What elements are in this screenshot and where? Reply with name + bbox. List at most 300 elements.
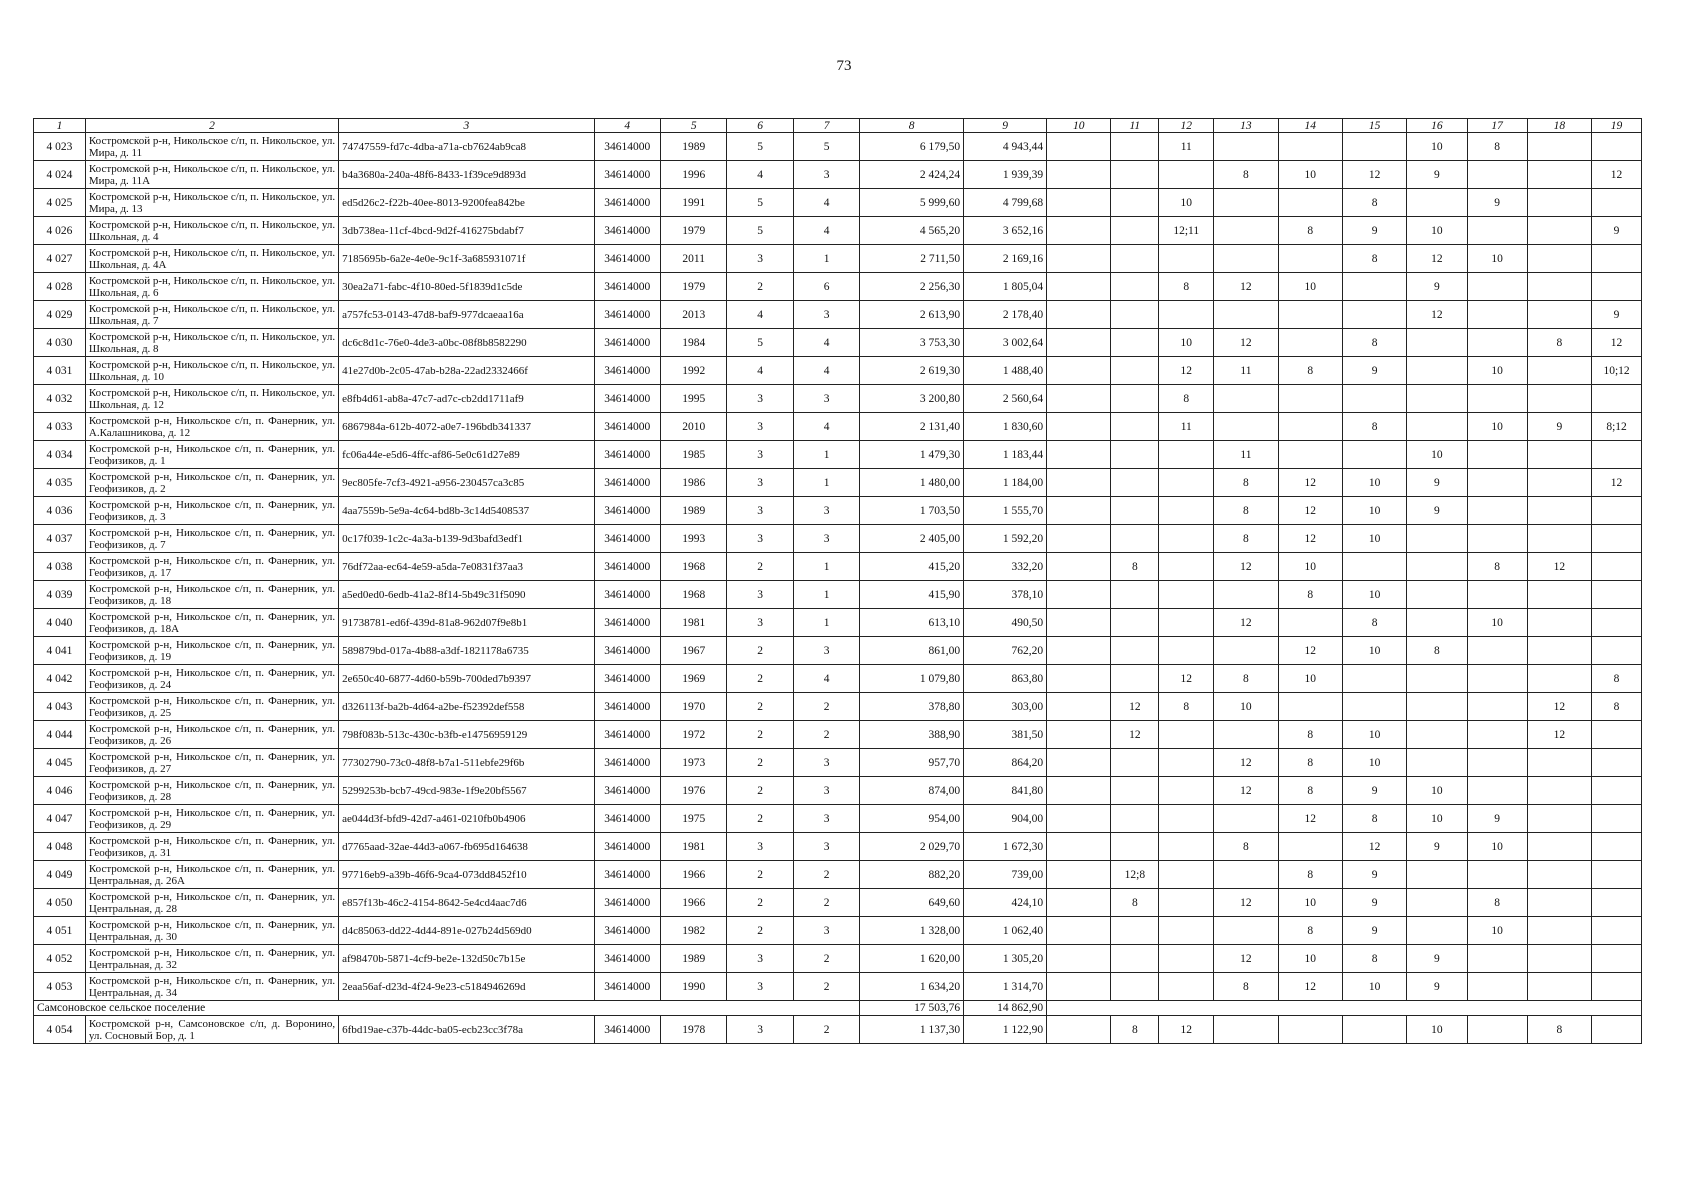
guid-cell: 30ea2a71-fabc-4f10-80ed-5f1839d1c5de	[339, 273, 594, 301]
table-row	[34, 357, 1642, 385]
section-area-total: 17 503,76	[860, 1001, 964, 1016]
area-living-cell: 424,10	[964, 889, 1047, 917]
col10-cell	[1047, 245, 1111, 273]
col10-cell	[1047, 917, 1111, 945]
col12-cell: 8	[1159, 273, 1214, 301]
row-number: 4 041	[34, 637, 86, 665]
col10-cell	[1047, 833, 1111, 861]
col11-cell: 8	[1111, 553, 1159, 581]
col16-cell: 9	[1407, 973, 1467, 1001]
row-number: 4 036	[34, 497, 86, 525]
year-cell: 1966	[660, 889, 726, 917]
table-row	[34, 889, 1642, 917]
floors-cell: 2	[727, 273, 793, 301]
address-cell: Костромской р-н, Никольское с/п, п. Фанерник, ул. Центральная, д. 28	[85, 889, 338, 917]
col18-cell: 12	[1527, 693, 1591, 721]
page-number: 73	[836, 58, 852, 74]
guid-cell: 0c17f039-1c2c-4a3a-b139-9d3bafd3edf1	[339, 525, 594, 553]
area-living-cell: 2 178,40	[964, 301, 1047, 329]
oktmo-cell: 34614000	[594, 1016, 660, 1044]
col19-cell	[1592, 581, 1642, 609]
header-cell: 7	[793, 119, 859, 133]
col12-cell	[1159, 973, 1214, 1001]
year-cell: 1967	[660, 637, 726, 665]
col13-cell	[1214, 385, 1278, 413]
table-row	[34, 833, 1642, 861]
guid-cell: 6fbd19ae-c37b-44dc-ba05-ecb23cc3f78a	[339, 1016, 594, 1044]
area-total-cell: 613,10	[860, 609, 964, 637]
col10-cell	[1047, 805, 1111, 833]
floors-cell: 4	[727, 357, 793, 385]
entrances-cell: 3	[793, 301, 859, 329]
col11-cell	[1111, 301, 1159, 329]
col15-cell	[1342, 1016, 1406, 1044]
guid-cell: 6867984a-612b-4072-a0e7-196bdb341337	[339, 413, 594, 441]
year-cell: 1975	[660, 805, 726, 833]
entrances-cell: 4	[793, 413, 859, 441]
guid-cell: d4c85063-dd22-4d44-891e-027b24d569d0	[339, 917, 594, 945]
col10-cell	[1047, 973, 1111, 1001]
col18-cell	[1527, 609, 1591, 637]
col16-cell	[1407, 693, 1467, 721]
col15-cell: 10	[1342, 973, 1406, 1001]
table-row	[34, 805, 1642, 833]
col16-cell	[1407, 889, 1467, 917]
guid-cell: d326113f-ba2b-4d64-a2be-f52392def558	[339, 693, 594, 721]
table-row	[34, 749, 1642, 777]
oktmo-cell: 34614000	[594, 749, 660, 777]
table-row	[34, 945, 1642, 973]
year-cell: 1990	[660, 973, 726, 1001]
entrances-cell: 3	[793, 777, 859, 805]
col19-cell	[1592, 497, 1642, 525]
col16-cell: 9	[1407, 833, 1467, 861]
col16-cell: 9	[1407, 161, 1467, 189]
col14-cell: 10	[1278, 161, 1342, 189]
area-living-cell: 1 939,39	[964, 161, 1047, 189]
col14-cell: 8	[1278, 721, 1342, 749]
guid-cell: 97716eb9-a39b-46f6-9ca4-073dd8452f10	[339, 861, 594, 889]
row-number: 4 046	[34, 777, 86, 805]
area-total-cell: 3 753,30	[860, 329, 964, 357]
area-total-cell: 1 079,80	[860, 665, 964, 693]
col19-cell	[1592, 945, 1642, 973]
floors-cell: 4	[727, 161, 793, 189]
col18-cell	[1527, 525, 1591, 553]
row-number: 4 027	[34, 245, 86, 273]
header-cell: 16	[1407, 119, 1467, 133]
oktmo-cell: 34614000	[594, 245, 660, 273]
col11-cell: 8	[1111, 1016, 1159, 1044]
col12-cell: 8	[1159, 385, 1214, 413]
col12-cell	[1159, 609, 1214, 637]
col13-cell	[1214, 301, 1278, 329]
col19-cell	[1592, 833, 1642, 861]
oktmo-cell: 34614000	[594, 721, 660, 749]
floors-cell: 2	[727, 889, 793, 917]
oktmo-cell: 34614000	[594, 385, 660, 413]
table-row	[34, 693, 1642, 721]
address-cell: Костромской р-н, Никольское с/п, п. Фанерник, ул. Геофизиков, д. 18А	[85, 609, 338, 637]
table-row	[34, 161, 1642, 189]
col13-cell: 8	[1214, 973, 1278, 1001]
col11-cell: 12	[1111, 693, 1159, 721]
col13-cell: 8	[1214, 525, 1278, 553]
year-cell: 1966	[660, 861, 726, 889]
floors-cell: 5	[727, 217, 793, 245]
col12-cell	[1159, 945, 1214, 973]
floors-cell: 5	[727, 189, 793, 217]
section-row-group	[34, 1001, 1642, 1016]
col12-cell: 10	[1159, 189, 1214, 217]
col15-cell: 8	[1342, 413, 1406, 441]
col10-cell	[1047, 665, 1111, 693]
col16-cell	[1407, 665, 1467, 693]
header-cell: 4	[594, 119, 660, 133]
entrances-cell: 3	[793, 161, 859, 189]
col11-cell	[1111, 749, 1159, 777]
col10-cell	[1047, 889, 1111, 917]
entrances-cell: 3	[793, 805, 859, 833]
col13-cell: 8	[1214, 469, 1278, 497]
guid-cell: b4a3680a-240a-48f6-8433-1f39ce9d893d	[339, 161, 594, 189]
col10-cell	[1047, 693, 1111, 721]
col16-cell: 10	[1407, 441, 1467, 469]
section-row	[34, 1001, 1642, 1016]
col11-cell	[1111, 973, 1159, 1001]
address-cell: Костромской р-н, Никольское с/п, п. Фанерник, ул. Центральная, д. 30	[85, 917, 338, 945]
area-living-cell: 739,00	[964, 861, 1047, 889]
header-cell: 1	[34, 119, 86, 133]
area-total-cell: 874,00	[860, 777, 964, 805]
col11-cell	[1111, 413, 1159, 441]
area-total-cell: 378,80	[860, 693, 964, 721]
col13-cell: 12	[1214, 945, 1278, 973]
table-row	[34, 413, 1642, 441]
col18-cell	[1527, 637, 1591, 665]
col15-cell: 8	[1342, 945, 1406, 973]
col10-cell	[1047, 581, 1111, 609]
address-cell: Костромской р-н, Никольское с/п, п. Фанерник, ул. Геофизиков, д. 7	[85, 525, 338, 553]
col14-cell	[1278, 301, 1342, 329]
col16-cell	[1407, 609, 1467, 637]
entrances-cell: 4	[793, 329, 859, 357]
col13-cell	[1214, 413, 1278, 441]
col12-cell	[1159, 833, 1214, 861]
area-total-cell: 5 999,60	[860, 189, 964, 217]
col11-cell	[1111, 637, 1159, 665]
col13-cell	[1214, 133, 1278, 161]
col15-cell	[1342, 665, 1406, 693]
year-cell: 1991	[660, 189, 726, 217]
col16-cell	[1407, 861, 1467, 889]
col11-cell	[1111, 357, 1159, 385]
col19-cell: 12	[1592, 329, 1642, 357]
col15-cell: 8	[1342, 805, 1406, 833]
oktmo-cell: 34614000	[594, 525, 660, 553]
col14-cell: 12	[1278, 637, 1342, 665]
col16-cell	[1407, 581, 1467, 609]
col18-cell	[1527, 749, 1591, 777]
floors-cell: 3	[727, 833, 793, 861]
entrances-cell: 1	[793, 581, 859, 609]
col14-cell: 10	[1278, 273, 1342, 301]
col14-cell: 8	[1278, 749, 1342, 777]
header-cell: 11	[1111, 119, 1159, 133]
guid-cell: 74747559-fd7c-4dba-a71a-cb7624ab9ca8	[339, 133, 594, 161]
guid-cell: 4aa7559b-5e9a-4c64-bd8b-3c14d5408537	[339, 497, 594, 525]
address-cell: Костромской р-н, Никольское с/п, п. Фанерник, ул. Геофизиков, д. 28	[85, 777, 338, 805]
entrances-cell: 1	[793, 245, 859, 273]
row-number: 4 023	[34, 133, 86, 161]
oktmo-cell: 34614000	[594, 553, 660, 581]
col19-cell	[1592, 189, 1642, 217]
area-living-cell: 2 169,16	[964, 245, 1047, 273]
col14-cell: 10	[1278, 553, 1342, 581]
col16-cell: 10	[1407, 805, 1467, 833]
area-living-cell: 1 122,90	[964, 1016, 1047, 1044]
area-living-cell: 1 305,20	[964, 945, 1047, 973]
area-living-cell: 841,80	[964, 777, 1047, 805]
col17-cell: 10	[1467, 245, 1527, 273]
col17-cell	[1467, 749, 1527, 777]
col15-cell: 9	[1342, 777, 1406, 805]
col13-cell	[1214, 721, 1278, 749]
col12-cell	[1159, 805, 1214, 833]
col10-cell	[1047, 749, 1111, 777]
col11-cell	[1111, 609, 1159, 637]
oktmo-cell: 34614000	[594, 413, 660, 441]
floors-cell: 3	[727, 245, 793, 273]
area-living-cell: 4 943,44	[964, 133, 1047, 161]
area-living-cell: 1 805,04	[964, 273, 1047, 301]
col19-cell: 8	[1592, 693, 1642, 721]
oktmo-cell: 34614000	[594, 441, 660, 469]
col15-cell: 8	[1342, 189, 1406, 217]
guid-cell: 9ec805fe-7cf3-4921-a956-230457ca3c85	[339, 469, 594, 497]
col17-cell	[1467, 777, 1527, 805]
col11-cell: 12;8	[1111, 861, 1159, 889]
header-cell: 15	[1342, 119, 1406, 133]
guid-cell: 91738781-ed6f-439d-81a8-962d07f9e8b1	[339, 609, 594, 637]
table-row	[34, 525, 1642, 553]
col17-cell	[1467, 665, 1527, 693]
year-cell: 1995	[660, 385, 726, 413]
col16-cell	[1407, 413, 1467, 441]
entrances-cell: 5	[793, 133, 859, 161]
col17-cell	[1467, 273, 1527, 301]
col15-cell: 10	[1342, 497, 1406, 525]
address-cell: Костромской р-н, Никольское с/п, п. Фанерник, ул. Геофизиков, д. 24	[85, 665, 338, 693]
col11-cell	[1111, 441, 1159, 469]
rows-nikolskoe	[34, 133, 1642, 609]
area-living-cell: 1 062,40	[964, 917, 1047, 945]
col14-cell	[1278, 245, 1342, 273]
oktmo-cell: 34614000	[594, 357, 660, 385]
col17-cell: 9	[1467, 805, 1527, 833]
guid-cell: 76df72aa-ec64-4e59-a5da-7e0831f37aa3	[339, 553, 594, 581]
col14-cell: 12	[1278, 469, 1342, 497]
guid-cell: ae044d3f-bfd9-42d7-a461-0210fb0b4906	[339, 805, 594, 833]
col11-cell: 8	[1111, 889, 1159, 917]
area-total-cell: 1 137,30	[860, 1016, 964, 1044]
col11-cell	[1111, 469, 1159, 497]
header-cell: 12	[1159, 119, 1214, 133]
entrances-cell: 2	[793, 889, 859, 917]
area-total-cell: 6 179,50	[860, 133, 964, 161]
col11-cell	[1111, 189, 1159, 217]
col13-cell: 12	[1214, 329, 1278, 357]
oktmo-cell: 34614000	[594, 609, 660, 637]
area-living-cell: 303,00	[964, 693, 1047, 721]
col17-cell: 10	[1467, 917, 1527, 945]
header-cell: 3	[339, 119, 594, 133]
col18-cell	[1527, 581, 1591, 609]
col14-cell: 10	[1278, 945, 1342, 973]
col15-cell: 10	[1342, 721, 1406, 749]
oktmo-cell: 34614000	[594, 301, 660, 329]
col14-cell	[1278, 133, 1342, 161]
area-living-cell: 1 830,60	[964, 413, 1047, 441]
col18-cell	[1527, 245, 1591, 273]
col10-cell	[1047, 497, 1111, 525]
col15-cell	[1342, 553, 1406, 581]
col18-cell	[1527, 973, 1591, 1001]
floors-cell: 2	[727, 553, 793, 581]
housing-register-table	[33, 118, 1642, 1044]
row-number: 4 026	[34, 217, 86, 245]
address-cell: Костромской р-н, Никольское с/п, п. Фанерник, ул. Центральная, д. 34	[85, 973, 338, 1001]
col18-cell	[1527, 833, 1591, 861]
address-cell: Костромской р-н, Никольское с/п, п. Фанерник, ул. Геофизиков, д. 2	[85, 469, 338, 497]
floors-cell: 2	[727, 805, 793, 833]
entrances-cell: 3	[793, 525, 859, 553]
area-total-cell: 4 565,20	[860, 217, 964, 245]
col16-cell: 10	[1407, 133, 1467, 161]
col15-cell: 9	[1342, 217, 1406, 245]
floors-cell: 5	[727, 329, 793, 357]
col11-cell	[1111, 525, 1159, 553]
table-row	[34, 1016, 1642, 1044]
floors-cell: 2	[727, 777, 793, 805]
col10-cell	[1047, 525, 1111, 553]
guid-cell: 798f083b-513c-430c-b3fb-e14756959129	[339, 721, 594, 749]
guid-cell: 77302790-73c0-48f8-b7a1-511ebfe29f6b	[339, 749, 594, 777]
col13-cell: 12	[1214, 889, 1278, 917]
col10-cell	[1047, 161, 1111, 189]
entrances-cell: 2	[793, 945, 859, 973]
col17-cell	[1467, 161, 1527, 189]
col17-cell	[1467, 329, 1527, 357]
area-living-cell: 4 799,68	[964, 189, 1047, 217]
floors-cell: 3	[727, 1016, 793, 1044]
guid-cell: d7765aad-32ae-44d3-a067-fb695d164638	[339, 833, 594, 861]
col19-cell	[1592, 245, 1642, 273]
col19-cell	[1592, 637, 1642, 665]
col18-cell	[1527, 889, 1591, 917]
col15-cell: 12	[1342, 161, 1406, 189]
row-number: 4 037	[34, 525, 86, 553]
col19-cell	[1592, 917, 1642, 945]
oktmo-cell: 34614000	[594, 777, 660, 805]
entrances-cell: 3	[793, 637, 859, 665]
col10-cell	[1047, 441, 1111, 469]
guid-cell: a757fc53-0143-47d8-baf9-977dcaeaa16a	[339, 301, 594, 329]
col17-cell	[1467, 469, 1527, 497]
col12-cell	[1159, 777, 1214, 805]
year-cell: 1996	[660, 161, 726, 189]
area-total-cell: 388,90	[860, 721, 964, 749]
table-row	[34, 665, 1642, 693]
col10-cell	[1047, 413, 1111, 441]
col11-cell	[1111, 945, 1159, 973]
col18-cell	[1527, 217, 1591, 245]
header-cell: 2	[85, 119, 338, 133]
area-living-cell: 1 555,70	[964, 497, 1047, 525]
col18-cell	[1527, 189, 1591, 217]
address-cell: Костромской р-н, Никольское с/п, п. Фанерник, ул. Геофизиков, д. 31	[85, 833, 338, 861]
guid-cell: 2eaa56af-d23d-4f24-9e23-c5184946269d	[339, 973, 594, 1001]
oktmo-cell: 34614000	[594, 973, 660, 1001]
table-row	[34, 245, 1642, 273]
row-number: 4 053	[34, 973, 86, 1001]
floors-cell: 3	[727, 497, 793, 525]
entrances-cell: 6	[793, 273, 859, 301]
col16-cell: 9	[1407, 497, 1467, 525]
col17-cell	[1467, 1016, 1527, 1044]
row-number: 4 034	[34, 441, 86, 469]
header-cell: 9	[964, 119, 1047, 133]
area-total-cell: 1 703,50	[860, 497, 964, 525]
col10-cell	[1047, 385, 1111, 413]
col10-cell	[1047, 553, 1111, 581]
entrances-cell: 2	[793, 861, 859, 889]
year-cell: 1968	[660, 553, 726, 581]
col15-cell: 8	[1342, 245, 1406, 273]
col15-cell	[1342, 273, 1406, 301]
area-living-cell: 1 488,40	[964, 357, 1047, 385]
oktmo-cell: 34614000	[594, 861, 660, 889]
col12-cell	[1159, 469, 1214, 497]
col14-cell: 12	[1278, 497, 1342, 525]
area-total-cell: 3 200,80	[860, 385, 964, 413]
col14-cell: 10	[1278, 889, 1342, 917]
col11-cell	[1111, 385, 1159, 413]
col16-cell: 8	[1407, 637, 1467, 665]
table-row	[34, 917, 1642, 945]
col17-cell	[1467, 973, 1527, 1001]
oktmo-cell: 34614000	[594, 665, 660, 693]
col13-cell: 8	[1214, 161, 1278, 189]
col11-cell	[1111, 581, 1159, 609]
col16-cell: 12	[1407, 245, 1467, 273]
header-cell: 10	[1047, 119, 1111, 133]
col18-cell	[1527, 273, 1591, 301]
entrances-cell: 2	[793, 693, 859, 721]
area-total-cell: 1 328,00	[860, 917, 964, 945]
col19-cell	[1592, 133, 1642, 161]
area-living-cell: 3 652,16	[964, 217, 1047, 245]
area-living-cell: 1 183,44	[964, 441, 1047, 469]
col12-cell	[1159, 889, 1214, 917]
col14-cell: 8	[1278, 217, 1342, 245]
col17-cell: 8	[1467, 553, 1527, 581]
col12-cell: 12	[1159, 357, 1214, 385]
table-row	[34, 777, 1642, 805]
entrances-cell: 4	[793, 665, 859, 693]
table-row	[34, 441, 1642, 469]
row-number: 4 054	[34, 1016, 86, 1044]
